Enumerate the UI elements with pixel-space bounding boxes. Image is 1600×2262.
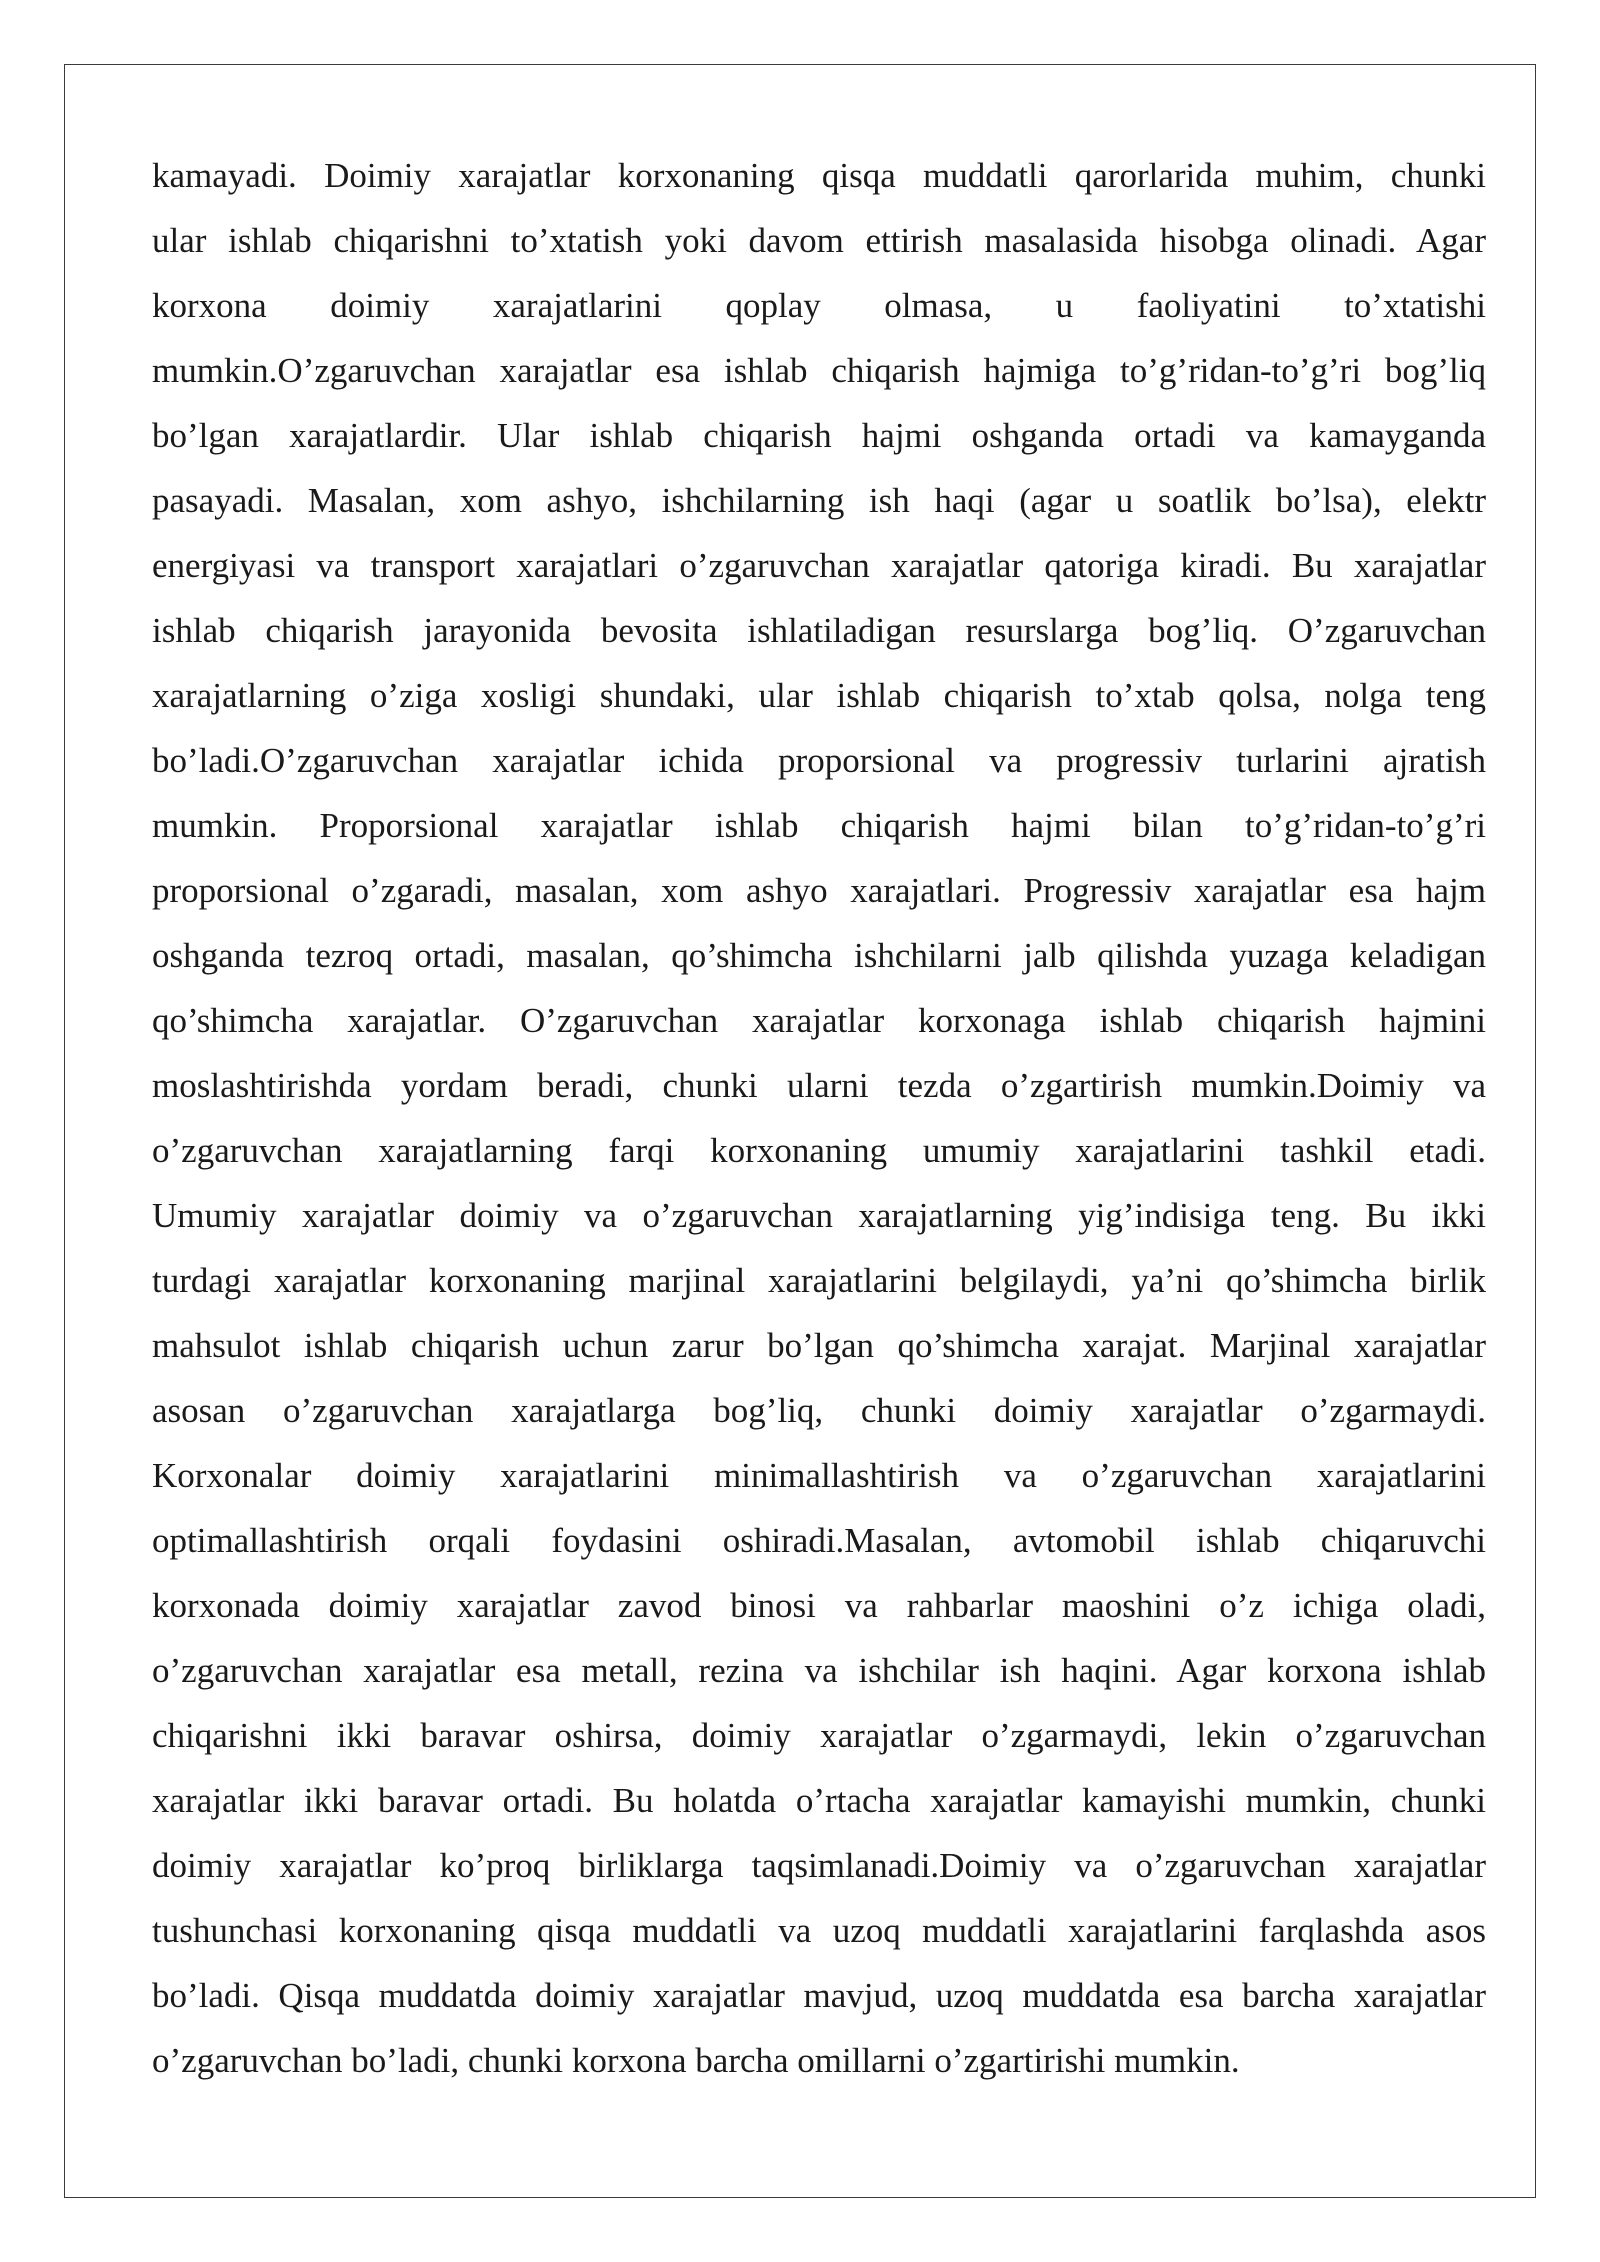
- text-line: turdagi xarajatlar korxonaning marjinal xarajatlarini belgilaydi, ya’ni qo’shimcha birlik: [152, 1261, 1486, 1300]
- text-line: moslashtirishda yordam beradi, chunki ularni tezda o’zgartirish mumkin.Doimiy va: [152, 1066, 1486, 1105]
- text-line: qo’shimcha xarajatlar. O’zgaruvchan xarajatlar korxonaga ishlab chiqarish hajmini: [152, 1001, 1486, 1040]
- text-line: chiqarishni ikki baravar oshirsa, doimiy xarajatlar o’zgarmaydi, lekin o’zgaruvchan: [152, 1716, 1486, 1755]
- text-line: tushunchasi korxonaning qisqa muddatli va uzoq muddatli xarajatlarini farqlashda asos: [152, 1911, 1486, 1950]
- text-line: doimiy xarajatlar ko’proq birliklarga taqsimlanadi.Doimiy va o’zgaruvchan xarajatlar: [152, 1846, 1486, 1885]
- text-line: Korxonalar doimiy xarajatlarini minimallashtirish va o’zgaruvchan xarajatlarini: [152, 1456, 1486, 1495]
- text-line: bo’ladi.O’zgaruvchan xarajatlar ichida proporsional va progressiv turlarini ajratish: [152, 741, 1486, 780]
- text-line: oshganda tezroq ortadi, masalan, qo’shimcha ishchilarni jalb qilishda yuzaga keladigan: [152, 936, 1486, 975]
- text-line: xarajatlarning o’ziga xosligi shundaki, ular ishlab chiqarish to’xtab qolsa, nolga teng: [152, 676, 1486, 715]
- text-line: o’zgaruvchan xarajatlarning farqi korxonaning umumiy xarajatlarini tashkil etadi.: [152, 1131, 1486, 1170]
- text-line: energiyasi va transport xarajatlari o’zgaruvchan xarajatlar qatoriga kiradi. Bu xarajatlar: [152, 546, 1486, 585]
- text-line: o’zgaruvchan xarajatlar esa metall, rezina va ishchilar ish haqini. Agar korxona ishlab: [152, 1651, 1486, 1690]
- text-line: pasayadi. Masalan, xom ashyo, ishchilarning ish haqi (agar u soatlik bo’lsa), elektr: [152, 481, 1486, 520]
- text-line: xarajatlar ikki baravar ortadi. Bu holatda o’rtacha xarajatlar kamayishi mumkin, chunki: [152, 1781, 1486, 1820]
- text-line: Umumiy xarajatlar doimiy va o’zgaruvchan xarajatlarning yig’indisiga teng. Bu ikki: [152, 1196, 1486, 1235]
- text-line: asosan o’zgaruvchan xarajatlarga bog’liq, chunki doimiy xarajatlar o’zgarmaydi.: [152, 1391, 1486, 1430]
- text-line: proporsional o’zgaradi, masalan, xom ashyo xarajatlari. Progressiv xarajatlar esa hajm: [152, 871, 1486, 910]
- text-line: mumkin. Proporsional xarajatlar ishlab chiqarish hajmi bilan to’g’ridan-to’g’ri: [152, 806, 1486, 845]
- text-line: optimallashtirish orqali foydasini oshiradi.Masalan, avtomobil ishlab chiqaruvchi: [152, 1521, 1486, 1560]
- text-line: bo’lgan xarajatlardir. Ular ishlab chiqarish hajmi oshganda ortadi va kamayganda: [152, 416, 1486, 455]
- text-line: mahsulot ishlab chiqarish uchun zarur bo’lgan qo’shimcha xarajat. Marjinal xarajatlar: [152, 1326, 1486, 1365]
- text-line: mumkin.O’zgaruvchan xarajatlar esa ishlab chiqarish hajmiga to’g’ridan-to’g’ri bog’liq: [152, 351, 1486, 390]
- text-line: korxona doimiy xarajatlarini qoplay olmasa, u faoliyatini to’xtatishi: [152, 286, 1486, 325]
- text-line: o’zgaruvchan bo’ladi, chunki korxona barcha omillarni o’zgartirishi mumkin.: [152, 2041, 1240, 2080]
- body-paragraph: [152, 143, 1486, 2093]
- text-line: kamayadi. Doimiy xarajatlar korxonaning qisqa muddatli qarorlarida muhim, chunki: [152, 156, 1486, 195]
- text-line: bo’ladi. Qisqa muddatda doimiy xarajatlar mavjud, uzoq muddatda esa barcha xarajatlar: [152, 1976, 1486, 2015]
- text-line: korxonada doimiy xarajatlar zavod binosi va rahbarlar maoshini o’z ichiga oladi,: [152, 1586, 1486, 1625]
- text-line: ishlab chiqarish jarayonida bevosita ishlatiladigan resurslarga bog’liq. O’zgaruvchan: [152, 611, 1486, 650]
- text-line: ular ishlab chiqarishni to’xtatish yoki davom ettirish masalasida hisobga olinadi. Agar: [152, 221, 1486, 260]
